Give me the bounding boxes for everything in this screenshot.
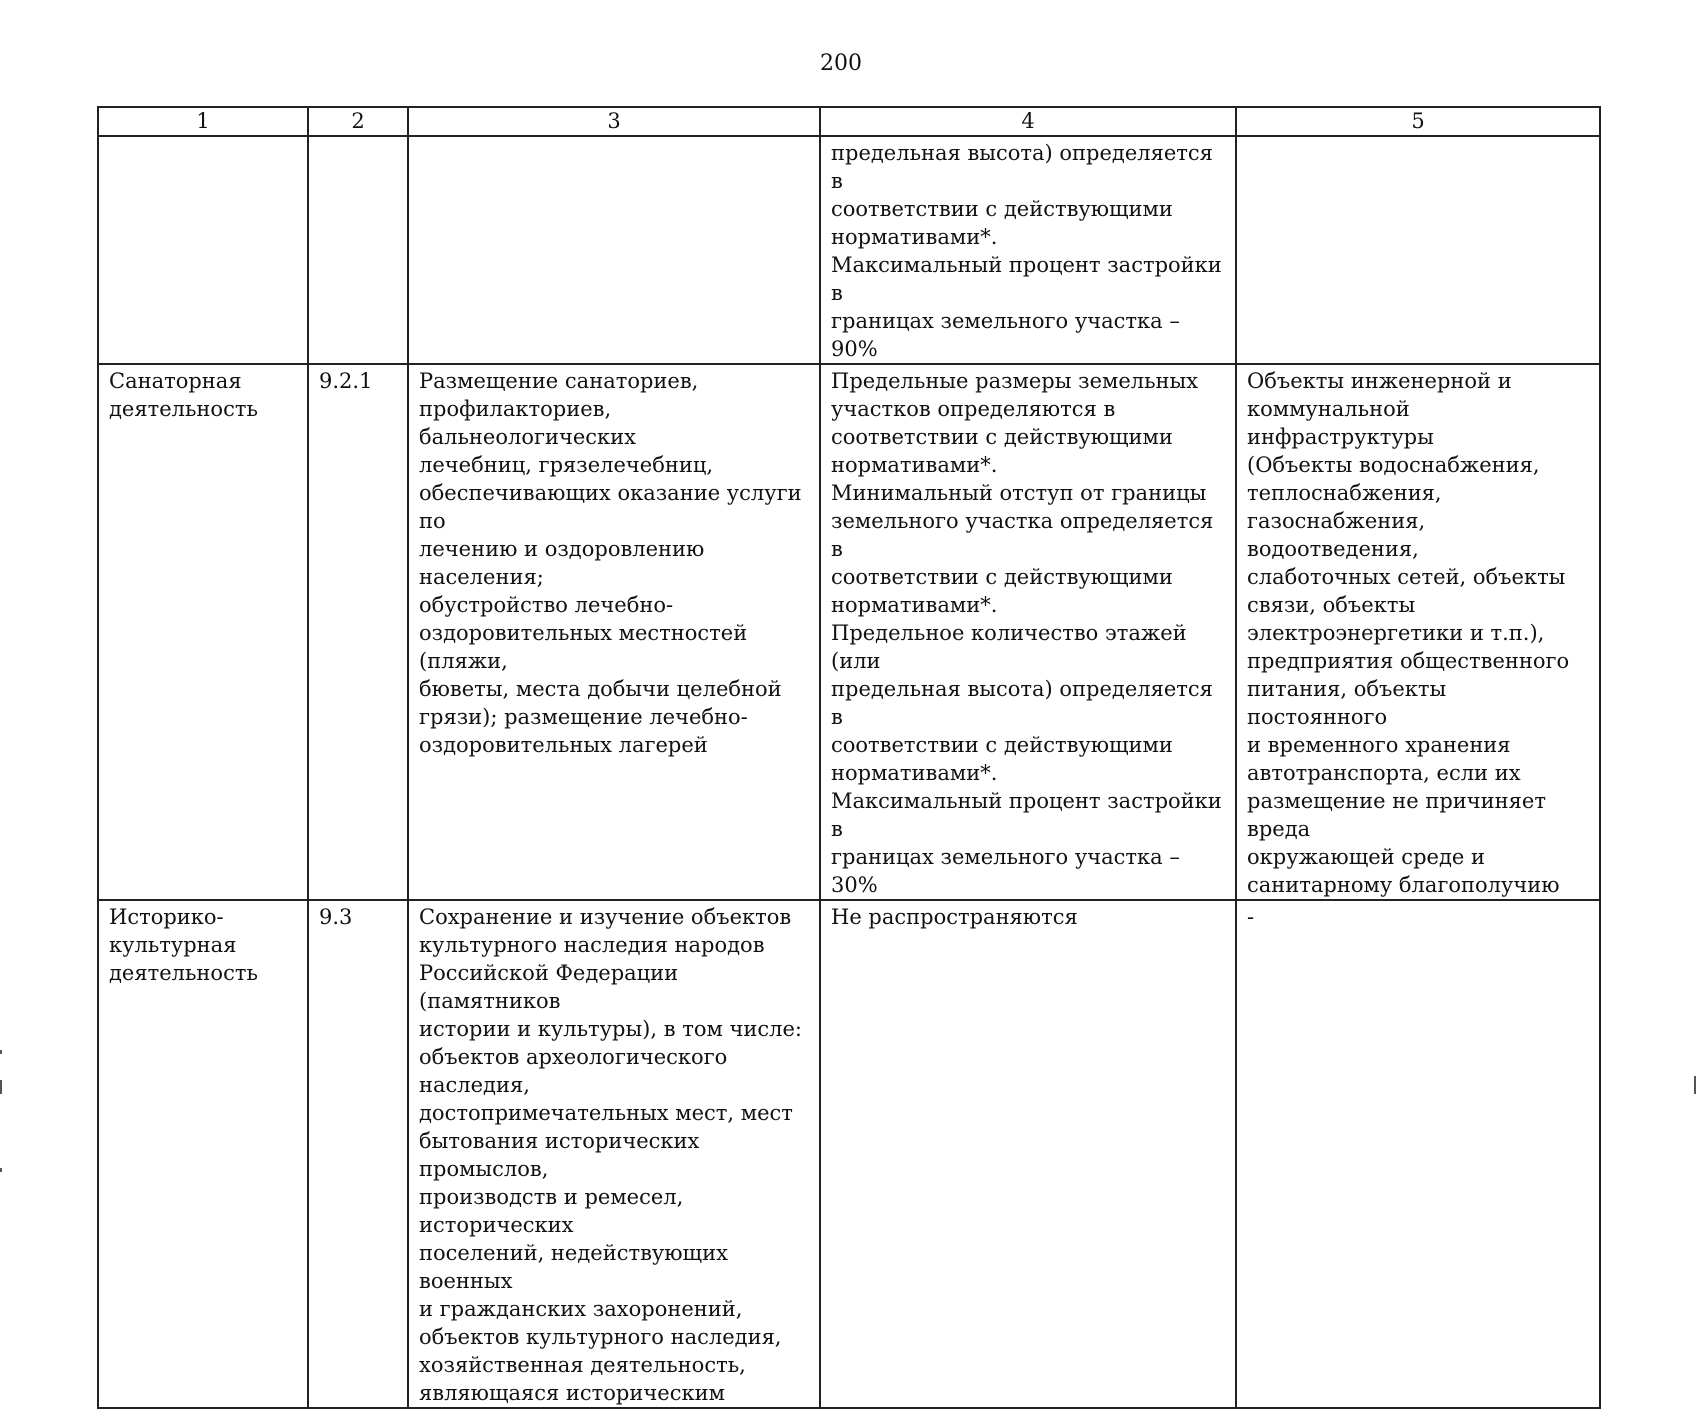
cell-description (408, 900, 820, 1408)
column-header-4: 4 (820, 107, 1236, 136)
table-row (98, 900, 1600, 1408)
column-header-1: 1 (98, 107, 308, 136)
cell-code-text: 9.2.1 (319, 369, 373, 393)
scan-edge-mark-left (0, 1168, 2, 1172)
cell-description-text: Сохранение и изучение объектов культурного наследия народов Российской Федерации (памятников истории и культуры), в том числе: объектов археологического наследия, достопримечательных мест, мест бытования исторических промыслов, производств и ремесел, исторических поселений, недействующих военных и гражданских захоронений, объектов культурного наследия, хозяйственная деятельность, являющаяся историческим (419, 905, 802, 1405)
cell-code-text: 9.3 (319, 905, 353, 929)
cell-parameters-text: Не распространяются (831, 905, 1078, 929)
cell-auxiliary (1236, 136, 1600, 364)
cell-auxiliary-text: Объекты инженерной и коммунальной инфраструктуры (Объекты водоснабжения, теплоснабжения, газоснабжения, водоотведения, слаботочных сетей, объекты связи, объекты электроэнергетики и т.п.), предприятия общественного питания, объекты постоянного и временного хранения автотранспорта, если их размещение не причиняет вреда окружающей среде и санитарному благополучию (1247, 369, 1570, 897)
table-row (98, 364, 1600, 900)
column-header-5: 5 (1236, 107, 1600, 136)
table-header-row (98, 107, 1600, 136)
scan-edge-mark-left (0, 1080, 2, 1094)
cell-parameters (820, 136, 1236, 364)
cell-name-text: Санаторная деятельность (109, 369, 258, 421)
land-use-table (97, 106, 1601, 1409)
cell-parameters-text: Предельные размеры земельных участков определяются в соответствии с действующими нормативами*. Минимальный отступ от границы земельного участка определяется в соответствии с действующими нормативами*. Предельное количество этажей (или предельная высота) определяется в соответствии с действующими нормативами*. Максимальный процент застройки в границах земельного участка – 30% (831, 369, 1222, 897)
cell-parameters (820, 900, 1236, 1408)
cell-description (408, 136, 820, 364)
column-header-2: 2 (308, 107, 408, 136)
cell-name (98, 364, 308, 900)
cell-auxiliary (1236, 900, 1600, 1408)
cell-name (98, 136, 308, 364)
cell-description (408, 364, 820, 900)
cell-name-text: Историко- культурная деятельность (109, 905, 258, 985)
cell-code (308, 364, 408, 900)
column-header-3: 3 (408, 107, 820, 136)
page-number: 200 (820, 51, 862, 76)
scan-edge-mark-right (1694, 1076, 1696, 1094)
cell-auxiliary-text: - (1247, 905, 1255, 929)
cell-parameters (820, 364, 1236, 900)
cell-code (308, 900, 408, 1408)
cell-description-text: Размещение санаториев, профилакториев, бальнеологических лечебниц, грязелечебниц, обеспечивающих оказание услуги по лечению и оздоровлению населения; обустройство лечебно- оздоровительных местностей (пляжи, бюветы, места добычи целебной грязи); размещение лечебно- оздоровительных лагерей (419, 369, 802, 757)
cell-auxiliary (1236, 364, 1600, 900)
cell-parameters-text: предельная высота) определяется в соответствии с действующими нормативами*. Максимальный процент застройки в границах земельного участка – 90% (831, 141, 1222, 361)
cell-code (308, 136, 408, 364)
cell-name (98, 900, 308, 1408)
table-row (98, 136, 1600, 364)
scan-edge-mark-left (0, 1050, 2, 1054)
